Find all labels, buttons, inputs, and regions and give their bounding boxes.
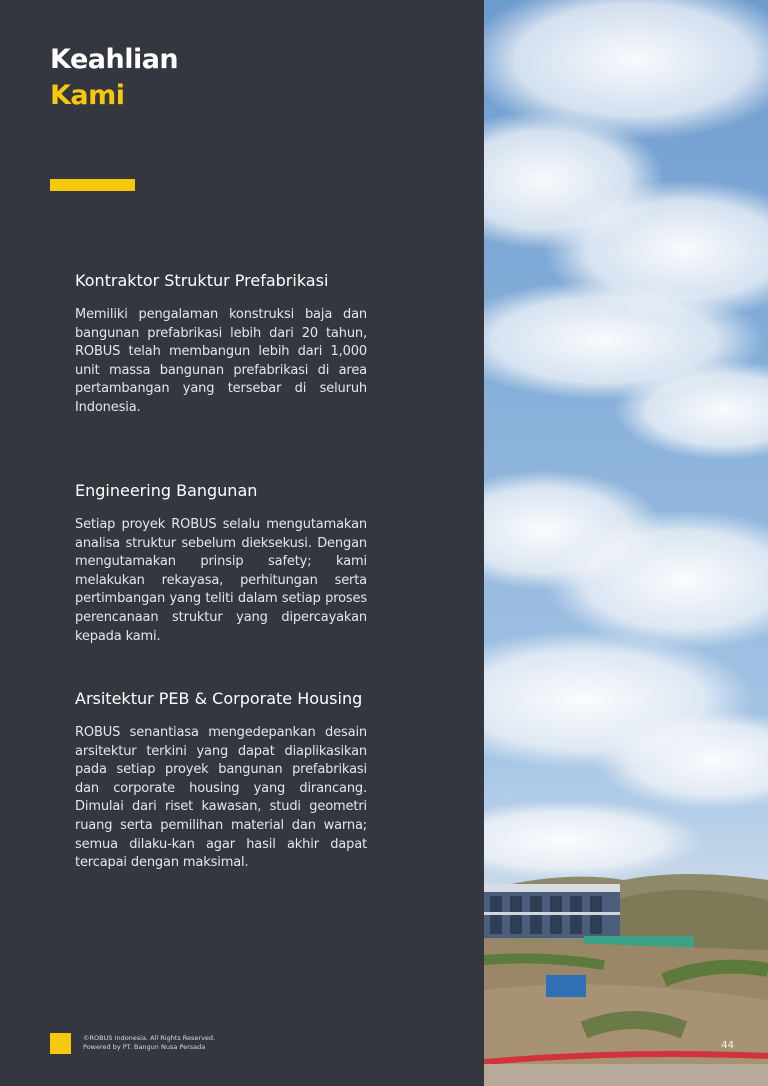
section-architecture [75,688,367,873]
heading-line-2: Kami [50,80,125,111]
heading-line-1: Keahlian [50,44,179,75]
footer-copyright [83,1034,215,1052]
section-title: Engineering Bangunan [75,481,258,500]
section-engineering [75,480,367,646]
section-title: Arsitektur PEB & Corporate Housing [75,689,363,708]
housing-block-icon [484,884,620,938]
accent-bar [50,179,135,191]
footer-line-2: Powered by PT. Bangun Nusa Persada [83,1043,206,1051]
photo-illustration [484,0,768,1086]
section-body: Setiap proyek ROBUS selalu mengutamakan analisa struktur sebelum dieksekusi. Dengan mengutamakan prinsip safety; kami melakukan rekayasa, perhitungan serta pertimbangan yang teliti dalam setiap proses perencanaan struktur yang dipercayakan kepada kami. [75,517,367,644]
section-body: Memiliki pengalaman konstruksi baja dan bangunan prefabrikasi lebih dari 20 tahun, ROBUS telah membangun lebih dari 1,000 unit massa bangunan prefabrikasi di area pertambangan yang tersebar di seluruh Indonesia. [75,307,367,415]
page-number: 44 [721,1040,734,1051]
section-prefab-contractor [75,270,367,418]
section-body: ROBUS senantiasa mengedepankan desain arsitektur terkini yang dapat diaplikasikan pada setiap proyek bangunan prefabrikasi dan corporate housing yang dirancang. Dimulai dari riset kawasan, studi geometri ruang serta pemilihan material dan warna; semua dilaku-kan agar hasil akhir dapat tercapai dengan maksimal. [75,725,367,871]
footer-line-1: ©ROBUS Indonesia. All Rights Reserved. [83,1034,216,1042]
footer-logo-square [50,1033,71,1054]
page-heading [50,42,178,114]
section-title: Kontraktor Struktur Prefabrikasi [75,271,329,290]
housing-site-photo [484,0,768,1086]
